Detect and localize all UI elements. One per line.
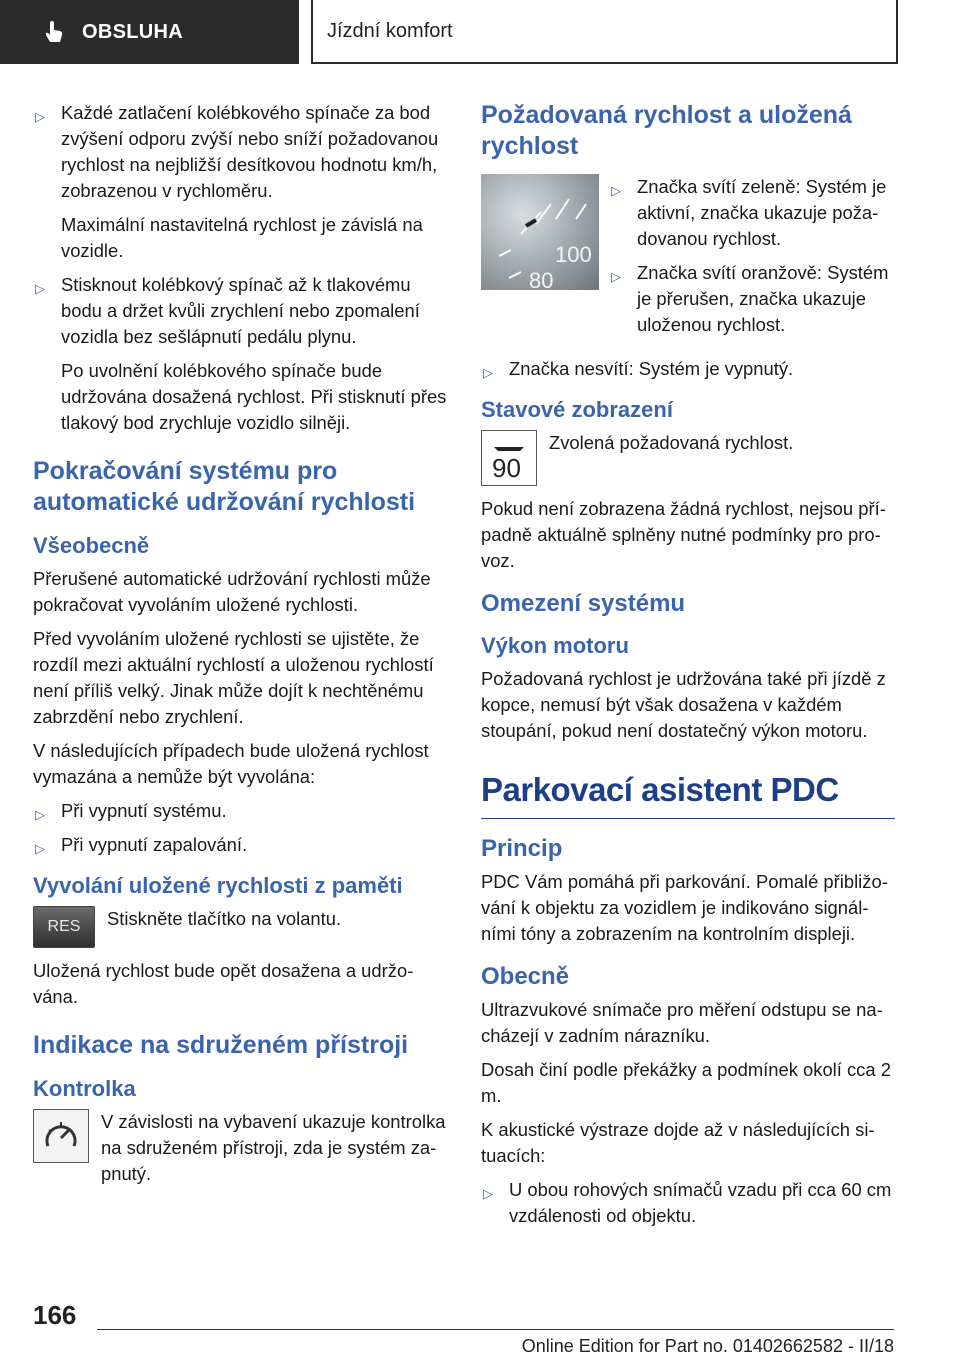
bullet-text: Při vypnutí systému.	[61, 800, 227, 821]
bullet-triangle-icon: ▷	[611, 183, 621, 198]
bullet-text: Značka svítí zeleně: Systém je aktivní, značka ukazuje požadovanou rychlost.	[637, 176, 887, 249]
heading-recall: Vyvolání uložené rychlosti z paměti	[33, 873, 403, 898]
page-number: 166	[33, 1300, 77, 1330]
paragraph: Požadovaná rychlost je udržována také při jízdě z kopce, nemusí být však dosažena v každém stoupání, pokud není dostatečný výkon motoru.	[481, 668, 886, 741]
header-section-tab[interactable]	[0, 0, 299, 64]
bullet-text: Značka nesvítí: Systém je vypnutý.	[509, 358, 794, 379]
header-chapter	[311, 0, 898, 64]
res-label: RES	[47, 918, 81, 935]
heading-pdc: Parkovací asistent PDC	[481, 770, 895, 819]
res-button-icon	[33, 906, 95, 948]
bullet-subtext: Po uvolnění kolébkového spínače bude udržována dosažená rychlost. Při stisknutí přes tlakový bod zrychluje vozidlo silněji.	[61, 360, 447, 433]
list-item	[609, 260, 895, 338]
lamp-row	[33, 1109, 449, 1187]
bullet-triangle-icon: ▷	[35, 841, 45, 856]
set-speed-value: 90	[492, 453, 521, 483]
heading-desired: Požadovaná rychlost a uložená rychlost	[481, 101, 852, 160]
heading-indication: Indikace na sdruženém přístroji	[33, 1031, 409, 1059]
heading-continue: Pokračování systému pro automatické udržování rychlosti	[33, 457, 416, 516]
paragraph: V následujících případech bude uložená rychlost vymazána a nemůže být vyvolána:	[33, 740, 429, 787]
heading-status: Stavové zobrazení	[481, 397, 673, 422]
list-item	[33, 272, 449, 436]
chapter-title: Jízdní komfort	[327, 19, 453, 42]
res-row	[33, 906, 449, 948]
speedo-row	[481, 174, 895, 346]
paragraph: Uložená rychlost bude opět dosažena a udržována.	[33, 960, 414, 1007]
bullet-subtext: Maximální nastavitelná rychlost je závislá na vozidle.	[61, 214, 423, 261]
bullet-triangle-icon: ▷	[483, 365, 493, 380]
list-item	[481, 1177, 895, 1229]
paragraph: Ultrazvukové snímače pro měření odstupu se nacházejí v zadním nárazníku.	[481, 999, 883, 1046]
left-column	[33, 100, 449, 1197]
bullet-triangle-icon: ▷	[35, 281, 45, 296]
bullet-triangle-icon: ▷	[35, 807, 45, 822]
edition-text: Online Edition for Part no. 01402662582 - II/18	[521, 1336, 894, 1356]
bullet-triangle-icon: ▷	[483, 1186, 493, 1201]
paragraph: Dosah činí podle překážky a podmínek okolí cca 2 m.	[481, 1059, 891, 1106]
list-item	[33, 100, 449, 264]
footer-divider	[97, 1329, 894, 1330]
section-title: OBSLUHA	[82, 20, 183, 43]
paragraph: PDC Vám pomáhá při parkování. Pomalé přibližování k objektu za vozidlem je indikováno signálními tóny a zobrazením na kontrolním displeji.	[481, 871, 888, 944]
list-item	[33, 798, 449, 824]
set-speed-icon	[481, 430, 537, 486]
heading-limits: Omezení systému	[481, 590, 686, 617]
bullet-text: Každé zatlačení kolébkového spínače za bod zvýšení odporu zvýší nebo sníží požadovanou rychlost na nejbližší desítkovou hodnotu km/h, zobrazenou v rychloměru.	[61, 102, 439, 201]
status-text: Zvolená požadovaná rychlost.	[549, 432, 794, 453]
status-row	[481, 430, 895, 486]
right-column	[481, 100, 895, 1237]
paragraph: K akustické výstraze dojde až v následujících situacích:	[481, 1119, 875, 1166]
list-item	[609, 174, 895, 252]
paragraph: Pokud není zobrazena žádná rychlost, nejsou případně aktuálně splněny nutné podmínky pro provoz.	[481, 498, 886, 571]
cruise-control-icon	[33, 1109, 89, 1163]
bullet-text: U obou rohových snímačů vzadu při cca 60 cm vzdálenosti od objektu.	[509, 1179, 892, 1226]
speedo-bullets	[609, 174, 895, 346]
res-text: Stiskněte tlačítko na volantu.	[107, 908, 342, 929]
heading-general2: Obecně	[481, 963, 570, 990]
speedo-label-100: 100	[555, 242, 592, 267]
list-item	[481, 356, 895, 382]
bullet-text: Značka svítí oranžově: Systém je přerušen, značka ukazuje uloženou rychlost.	[637, 262, 889, 335]
heading-engine: Výkon motoru	[481, 633, 629, 658]
heading-principle: Princip	[481, 835, 563, 862]
bullet-triangle-icon: ▷	[611, 269, 621, 284]
bullet-text: Stisknout kolébkový spínač až k tlakovému bodu a držet kvůli zrychlení nebo zpomalení vozidla bez sešlápnutí pedálu plynu.	[61, 274, 420, 347]
speedometer-image	[481, 174, 599, 290]
paragraph: Před vyvoláním uložené rychlosti se ujistěte, že rozdíl mezi aktuální rychlostí a uloženou rychlostí není příliš velký. Jinak může dojít k nechtěnému zabrzdění nebo zrychlení.	[33, 628, 434, 727]
heading-lamp: Kontrolka	[33, 1076, 136, 1101]
lamp-text: V závislosti na vybavení ukazuje kontrolka na sdruženém přístroji, zda je systém zapnutý.	[101, 1111, 446, 1184]
bullet-text: Při vypnutí zapalování.	[61, 834, 248, 855]
heading-general: Všeobecně	[33, 533, 150, 558]
list-item	[33, 832, 449, 858]
bullet-triangle-icon: ▷	[35, 109, 45, 124]
hand-pointer-icon	[44, 20, 64, 44]
speedo-label-80: 80	[529, 268, 554, 290]
paragraph: Přerušené automatické udržování rychlosti může pokračovat vyvoláním uložené rychlosti.	[33, 568, 431, 615]
